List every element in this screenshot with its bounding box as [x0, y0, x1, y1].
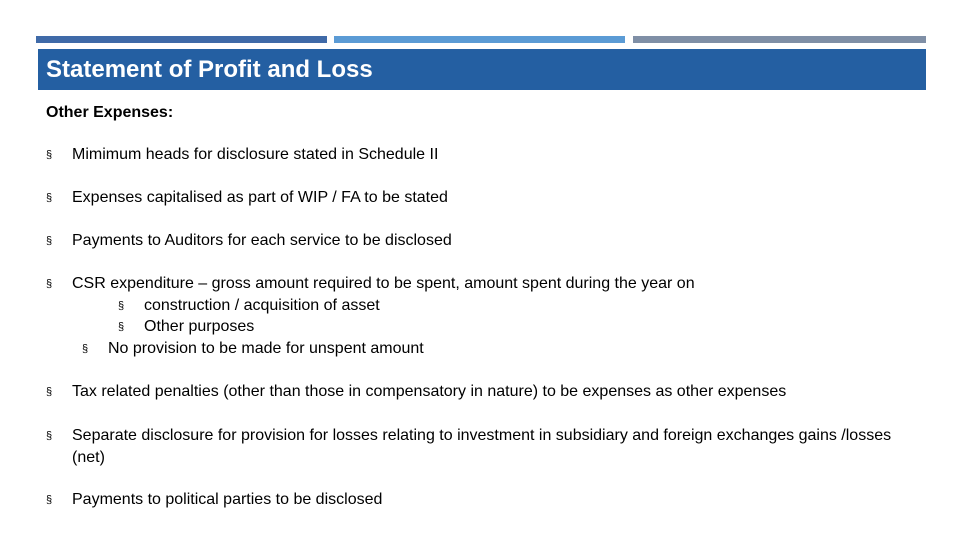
sub-list-item-text: No provision to be made for unspent amount [108, 340, 424, 357]
list-item-text: Tax related penalties (other than those in compensatory in nature) to be expenses as other expenses [72, 383, 787, 400]
bullet-icon: § [46, 278, 53, 290]
accent-bar-2 [334, 36, 625, 43]
accent-bar-3 [633, 36, 926, 43]
bullet-icon: § [82, 343, 89, 355]
sub-list-item-text: construction / acquisition of asset [144, 297, 380, 314]
list-item-text: Mimimum heads for disclosure stated in Schedule II [72, 146, 439, 163]
list-item-text: Separate disclosure for provision for losses relating to investment in subsidiary and foreign exchanges gains /losses (net) [72, 427, 892, 466]
bullet-icon: § [46, 430, 53, 442]
bullet-icon: § [46, 149, 53, 161]
bullet-icon: § [118, 321, 125, 333]
accent-bar-1 [36, 36, 327, 43]
list-item-text: Expenses capitalised as part of WIP / FA to be stated [72, 189, 448, 206]
bullet-icon: § [46, 494, 53, 506]
subheading: Other Expenses: [46, 104, 174, 121]
list-item-text: Payments to political parties to be disclosed [72, 491, 383, 508]
slide-title: Statement of Profit and Loss [46, 55, 373, 83]
bullet-icon: § [46, 386, 53, 398]
bullet-icon: § [46, 235, 53, 247]
sub-list-item-text: Other purposes [144, 318, 255, 335]
title-bar [38, 49, 926, 90]
bullet-icon: § [118, 300, 125, 312]
list-item-text: CSR expenditure – gross amount required to be spent, amount spent during the year on [72, 275, 695, 292]
bullet-icon: § [46, 192, 53, 204]
list-item-text: Payments to Auditors for each service to be disclosed [72, 232, 452, 249]
